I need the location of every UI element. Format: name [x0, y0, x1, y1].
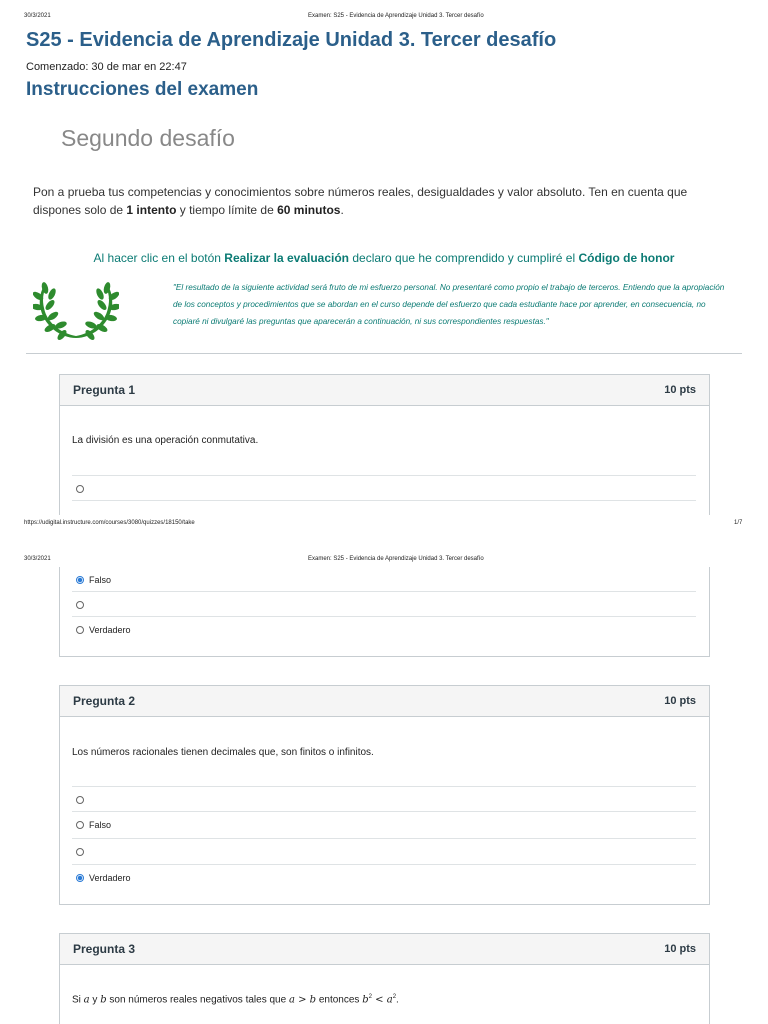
print-date: 30/3/2021: [24, 556, 51, 562]
question-3: [59, 933, 710, 1024]
exponent: 2: [392, 994, 397, 1000]
answer-option[interactable]: [72, 475, 696, 501]
subtitle: Segundo desafío: [61, 125, 235, 151]
answer-label: Verdadero: [89, 624, 131, 635]
instructions-heading: Instrucciones del examen: [26, 79, 259, 100]
radio-button-selected[interactable]: [76, 576, 84, 584]
started-date: Comenzado: 30 de mar en 22:47: [26, 61, 187, 73]
question-text: Si a y b son números reales negativos tales que a > b entonces $b^2 < a^2$.: [72, 994, 399, 1006]
answer-option[interactable]: [72, 786, 696, 812]
answer-option-falso[interactable]: [72, 811, 696, 837]
question-text: Los números racionales tienen decimales que, son finitos o infinitos.: [72, 747, 374, 758]
question-points: 10 pts: [664, 695, 696, 707]
radio-button[interactable]: [76, 821, 84, 829]
print-title: Examen: S25 - Evidencia de Aprendizaje Unidad 3. Tercer desafío: [308, 13, 484, 19]
question-points: 10 pts: [664, 384, 696, 396]
laurel-wreath-icon: [33, 276, 119, 342]
radio-button[interactable]: [76, 626, 84, 634]
question-2: [59, 685, 710, 905]
question-title: Pregunta 1: [73, 383, 136, 397]
answer-option-verdadero[interactable]: [72, 864, 696, 890]
intro-text: Pon a prueba tus competencias y conocimientos sobre números reales, desigualdades y valor absoluto. Ten en cuenta que dispones solo de 1 intento y tiempo límite de 60 minutos.: [33, 185, 688, 217]
print-url: https://udigital.instructure.com/courses/3080/quizzes/18150/take: [24, 520, 195, 526]
answer-option-falso[interactable]: [72, 567, 696, 592]
question-header: [60, 375, 709, 406]
divider: [26, 353, 742, 354]
question-1: [59, 374, 710, 515]
answer-option-verdadero[interactable]: [72, 616, 696, 642]
honor-statement: Al hacer clic en el botón Realizar la evaluación declaro que he comprendido y cumpliré el Código de honor: [93, 251, 675, 265]
question-header: [60, 686, 709, 717]
question-title: Pregunta 3: [73, 942, 136, 956]
question-text: La división es una operación conmutativa.: [72, 435, 259, 446]
honor-quote: "El resultado de la siguiente actividad será fruto de mi esfuerzo personal. No presentaré como propio el trabajo de terceros. Entiendo que la apropiación de los conceptos y procedimientos que se abordan en el curso depende del esfuerzo que cada estudiante hace por aprender, en consecuencia, no copiaré ni divulgaré las preguntas que aparecerán a continuación, ni sus correspondientes respuestas.": [173, 283, 725, 326]
radio-button[interactable]: [76, 848, 84, 856]
answer-option[interactable]: [72, 838, 696, 864]
question-header: [60, 934, 709, 965]
radio-button-selected[interactable]: [76, 874, 84, 882]
answer-label: Falso: [89, 574, 112, 585]
print-page-number: 1/7: [734, 520, 743, 526]
exam-title: S25 - Evidencia de Aprendizaje Unidad 3. Tercer desafío: [26, 29, 557, 51]
radio-button[interactable]: [76, 796, 84, 804]
answer-option[interactable]: [72, 591, 696, 617]
answer-label: Verdadero: [89, 872, 131, 883]
radio-button[interactable]: [76, 601, 84, 609]
radio-button[interactable]: [76, 485, 84, 493]
question-1-continued: [59, 567, 710, 657]
question-title: Pregunta 2: [73, 694, 136, 708]
answer-divider: [72, 500, 696, 516]
print-title: Examen: S25 - Evidencia de Aprendizaje Unidad 3. Tercer desafío: [308, 556, 484, 562]
print-date: 30/3/2021: [24, 13, 51, 19]
answer-label: Falso: [89, 819, 112, 830]
question-points: 10 pts: [664, 943, 696, 955]
